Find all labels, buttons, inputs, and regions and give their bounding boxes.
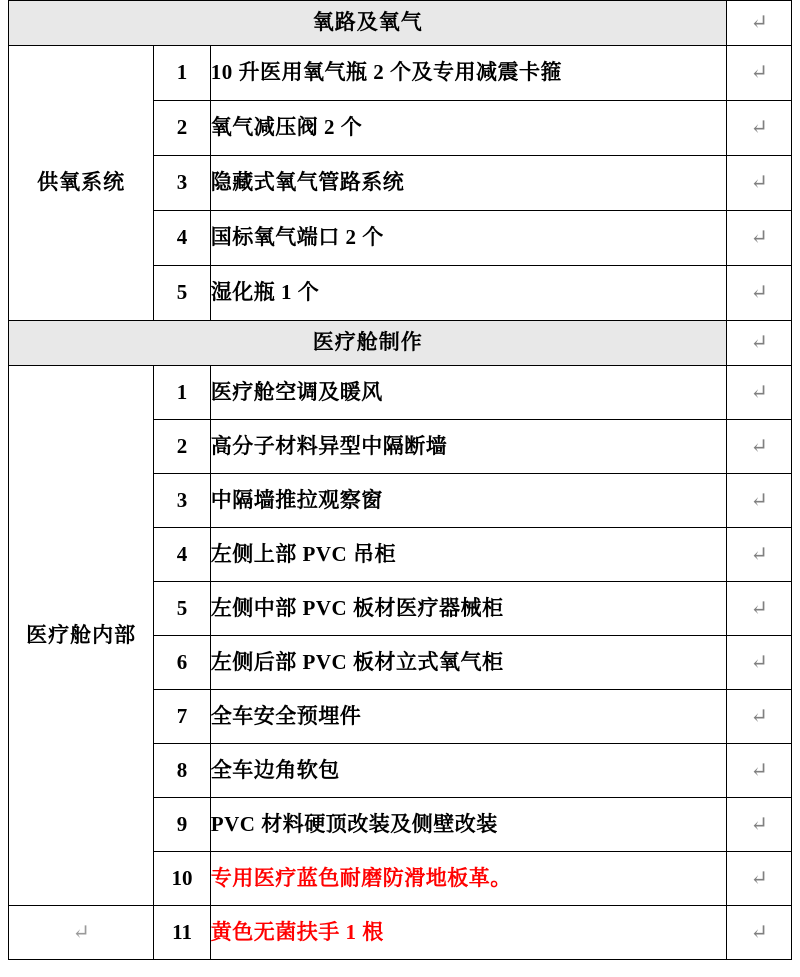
row-description: 氧气减压阀 2 个 [210, 101, 727, 156]
paragraph-mark: ↵ [727, 852, 792, 906]
paragraph-mark: ↵ [727, 266, 792, 321]
table-row [9, 46, 792, 101]
category-cell-medical-cabin-interior: 医疗舱内部 [9, 366, 154, 906]
row-number: 2 [154, 101, 211, 156]
row-description: 医疗舱空调及暖风 [210, 366, 727, 420]
paragraph-mark: ↵ [727, 528, 792, 582]
row-description: 中隔墙推拉观察窗 [210, 474, 727, 528]
paragraph-mark: ↵ [727, 211, 792, 266]
row-description: PVC 材料硬顶改装及侧壁改装 [210, 798, 727, 852]
row-number: 7 [154, 690, 211, 744]
row-number: 1 [154, 46, 211, 101]
table-row [9, 366, 792, 420]
paragraph-mark: ↵ [727, 744, 792, 798]
row-number: 4 [154, 211, 211, 266]
specification-table [8, 0, 792, 960]
row-description: 全车边角软包 [210, 744, 727, 798]
row-description: 专用医疗蓝色耐磨防滑地板革。 [210, 852, 727, 906]
row-number: 1 [154, 366, 211, 420]
row-description: 湿化瓶 1 个 [210, 266, 727, 321]
row-description: 黄色无菌扶手 1 根 [210, 906, 727, 960]
row-number: 9 [154, 798, 211, 852]
paragraph-mark: ↵ [727, 366, 792, 420]
paragraph-mark: ↵ [727, 798, 792, 852]
paragraph-mark: ↵ [727, 474, 792, 528]
row-number: 10 [154, 852, 211, 906]
row-description: 左侧上部 PVC 吊柜 [210, 528, 727, 582]
row-number: 11 [154, 906, 211, 960]
row-number: 2 [154, 420, 211, 474]
row-number: 3 [154, 474, 211, 528]
section-heading-row [9, 1, 792, 46]
category-cell-empty: ↵ [9, 906, 154, 960]
row-number: 4 [154, 528, 211, 582]
paragraph-mark: ↵ [727, 156, 792, 211]
row-description: 左侧后部 PVC 板材立式氧气柜 [210, 636, 727, 690]
section-heading-medical-cabin: 医疗舱制作 [9, 321, 727, 366]
row-number: 5 [154, 582, 211, 636]
row-description: 高分子材料异型中隔断墙 [210, 420, 727, 474]
section-heading-row [9, 321, 792, 366]
table-row [9, 906, 792, 960]
paragraph-mark: ↵ [727, 690, 792, 744]
row-description: 隐藏式氧气管路系统 [210, 156, 727, 211]
paragraph-mark: ↵ [727, 582, 792, 636]
paragraph-mark: ↵ [727, 321, 792, 366]
paragraph-mark: ↵ [727, 420, 792, 474]
category-cell-oxygen-system: 供氧系统 [9, 46, 154, 321]
paragraph-mark: ↵ [727, 101, 792, 156]
row-description: 全车安全预埋件 [210, 690, 727, 744]
paragraph-mark: ↵ [727, 1, 792, 46]
paragraph-mark: ↵ [727, 46, 792, 101]
row-description: 国标氧气端口 2 个 [210, 211, 727, 266]
paragraph-mark: ↵ [727, 906, 792, 960]
row-number: 8 [154, 744, 211, 798]
row-number: 6 [154, 636, 211, 690]
table-body [9, 1, 792, 960]
row-number: 5 [154, 266, 211, 321]
row-description: 10 升医用氧气瓶 2 个及专用减震卡箍 [210, 46, 727, 101]
section-heading-oxygen: 氧路及氧气 [9, 1, 727, 46]
paragraph-mark: ↵ [727, 636, 792, 690]
row-number: 3 [154, 156, 211, 211]
row-description: 左侧中部 PVC 板材医疗器械柜 [210, 582, 727, 636]
